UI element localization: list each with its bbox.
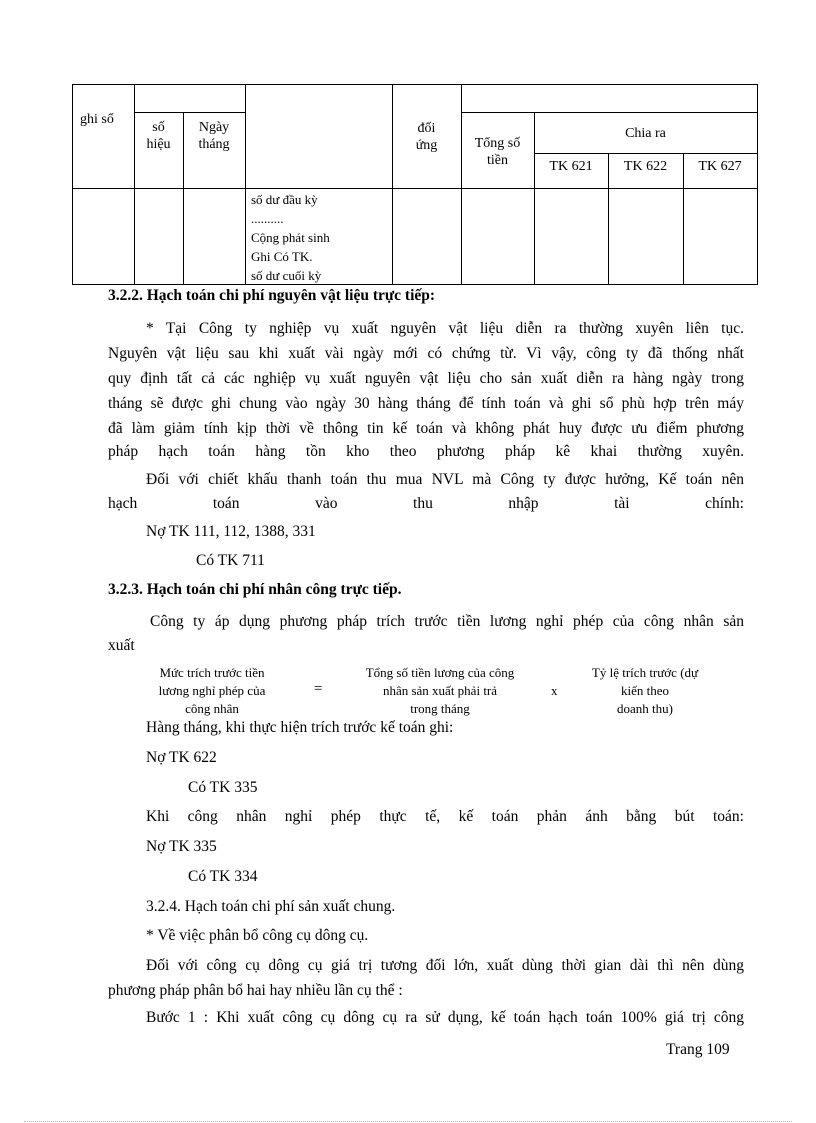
heading-3-2-3: 3.2.3. Hạch toán chi phí nhân công trực tiếp.	[108, 581, 402, 598]
header-ngay-thang: Ngày tháng	[198, 120, 230, 152]
para-line: * Tại Công ty nghiệp vụ xuất nguyên vật liệu diễn ra thường xuyên liên tục.	[146, 320, 744, 337]
formula-equals: =	[314, 681, 323, 697]
para-discount-line1: Đối với chiết khấu thanh toán thu mua NVL mà Công ty được hưởng, Kế toán nên	[146, 471, 744, 488]
para-line: tháng sẽ được ghi chung vào ngày 30 hàng tháng để tính toán và ghi sổ phù hợp trên máy	[108, 395, 744, 412]
header-doi-ung: đối ứng	[415, 121, 438, 153]
header-tk-627: TK 627	[698, 159, 742, 174]
formula-rhs: Tỷ lệ trích trước (dự kiến theo doanh thu)	[591, 665, 699, 716]
heading-3-2-4: 3.2.4. Hạch toán chi phí sản xuất chung.	[146, 898, 396, 915]
formula-times: x	[551, 683, 558, 698]
entry-no-622: Nợ TK 622	[146, 749, 217, 766]
entry-no-111: Nợ TK 111, 112, 1388, 331	[146, 523, 316, 540]
intro-line2: xuất	[108, 637, 135, 654]
formula-mid: Tổng số tiền lương của công nhân sản xuất phải trả trong tháng	[365, 665, 515, 716]
para-discount-line2: hạch toán vào thu nhập tài chính:	[108, 495, 744, 512]
entry-co-335: Có TK 335	[188, 779, 258, 796]
tools-para-line1: Đối với công cụ dông cụ giá trị tương đối lớn, xuất dùng thời gian dài thì nên dùng	[146, 957, 744, 974]
header-ghi-so: ghi sổ	[80, 112, 114, 127]
page-number: Trang 109	[666, 1041, 730, 1058]
table-body-lines: số dư đầu kỳ .......... Cộng phát sinh Ghi Có TK. số dư cuối kỳ	[251, 192, 330, 283]
step1-line: Bước 1 : Khi xuất công cụ dông cụ ra sử dụng, kế toán hạch toán 100% giá trị công	[146, 1009, 744, 1026]
para-line: quy định tất cả các nghiệp vụ xuất nguyên vật liệu cho sản xuất diễn ra hàng ngày trong	[108, 370, 744, 387]
para-line: Nguyên vật liệu sau khi xuất vài ngày mới có chứng từ. Vì vậy, công ty đã thống nhất	[108, 345, 744, 362]
intro-line1: Công ty áp dụng phương pháp trích trước tiền lương nghỉ phép của công nhân sản	[150, 613, 744, 630]
entry-co-711: Có TK 711	[196, 552, 265, 569]
monthly-line: Hàng tháng, khi thực hiện trích trước kế toán ghi:	[146, 719, 454, 736]
heading-3-2-2: 3.2.2. Hạch toán chi phí nguyên vật liệu trực tiếp:	[108, 287, 436, 304]
para-line: pháp hạch toán hàng tồn kho theo phương pháp kê khai thường xuyên.	[108, 443, 744, 460]
footer-rule	[24, 1121, 792, 1122]
header-chia-ra: Chia ra	[625, 126, 666, 141]
formula-lhs: Mức trích trước tiền lương nghỉ phép của công nhân	[158, 665, 266, 716]
header-so-hieu: số hiệu	[146, 120, 171, 152]
para-line: đã làm giảm tính kịp thời về thông tin kế toán và không phát huy được ưu điểm phương	[108, 420, 744, 437]
entry-no-335: Nợ TK 335	[146, 838, 217, 855]
header-tong-so-tien: Tổng số tiền	[474, 136, 521, 168]
leave-line: Khi công nhân nghỉ phép thực tế, kế toán phản ánh bằng bút toán:	[146, 808, 744, 825]
tools-bullet: * Về việc phân bổ công cụ dông cụ.	[146, 927, 369, 944]
tools-para-line2: phương pháp phân bổ hai hay nhiều lần cụ thể :	[108, 982, 403, 999]
entry-co-334: Có TK 334	[188, 868, 258, 885]
header-tk-621: TK 621	[549, 159, 593, 174]
header-tk-622: TK 622	[623, 159, 668, 174]
